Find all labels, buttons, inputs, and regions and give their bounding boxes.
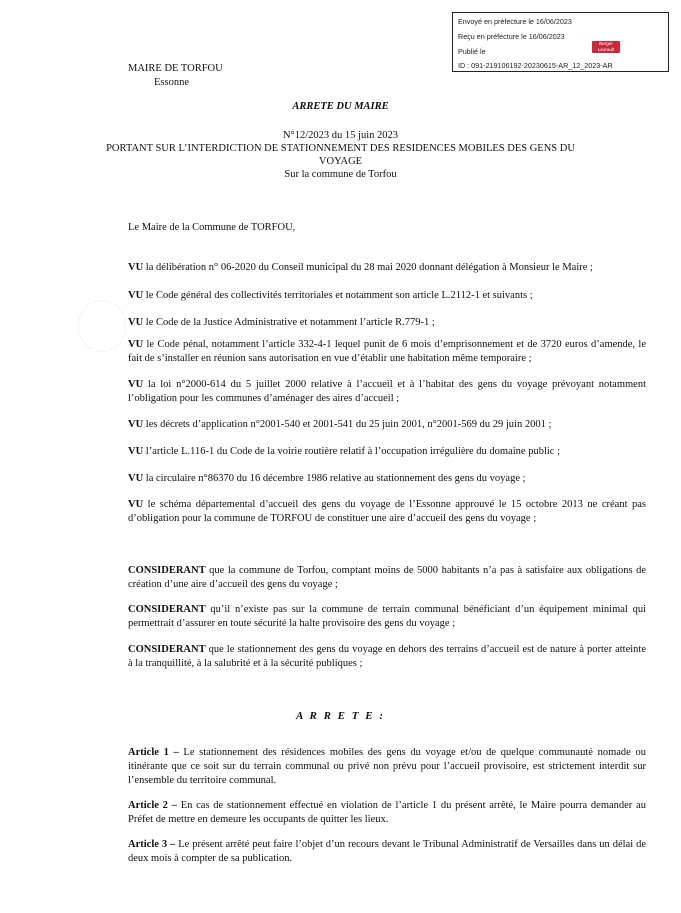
faint-seal-mark xyxy=(78,300,126,352)
subject-line-1: PORTANT SUR L’INTERDICTION DE STATIONNEMENT DES RESIDENCES MOBILES DES GENS DU xyxy=(106,143,575,154)
considerant-paragraph: CONSIDERANT qu’il n’existe pas sur la commune de terrain communal bénéficiant d’un équipement minimal qui permettrait d’assurer en toute sécurité la halte provisoire des gens du voyage ; xyxy=(128,604,646,629)
departement: Essonne xyxy=(154,77,189,88)
vu-paragraph: VU l’article L.116-1 du Code de la voirie routière relatif à l’occupation irrégulière du domaine public ; xyxy=(128,446,560,457)
vu-paragraph: VU les décrets d’application n°2001-540 et 2001-541 du 25 juin 2001, n°2001-569 du 29 juin 2001 ; xyxy=(128,419,552,430)
arrete-number: N°12/2023 du 15 juin 2023 xyxy=(282,130,399,141)
stamp-published: Publié le xyxy=(458,47,486,56)
subject-line-3: Sur la commune de Torfou xyxy=(284,169,397,180)
article-paragraph: Article 2 – En cas de stationnement effectué en violation de l’article 1 du présent arrêté, le Maire pourra demander au Préfet de mettre en demeure les occupants de quitter les lieux. xyxy=(128,800,646,825)
stamp-received: Reçu en préfecture le 16/06/2023 xyxy=(458,32,565,41)
vu-paragraph: VU le Code général des collectivités territoriales et notamment son article L.2112-1 et suivants ; xyxy=(128,290,533,301)
stamp-id: ID : 091-219106192-20230615-AR_12_2023-AR xyxy=(458,61,613,70)
transmission-stamp xyxy=(452,12,669,72)
berger-levrault-logo: Berger Levrault xyxy=(592,41,620,53)
document-title: ARRETE DU MAIRE xyxy=(292,101,389,112)
vu-paragraph: VU le Code de la Justice Administrative et notamment l’article R.779-1 ; xyxy=(128,317,435,328)
vu-paragraph: VU le Code pénal, notamment l’article 332-4-1 lequel punit de 6 mois d’emprisonnement et de 3720 euros d’amende, le fait de s’installer en réunion sans autorisation en vue d’établir une habitation même temporaire ; xyxy=(128,339,646,364)
arrete-heading: A R R E T E : xyxy=(296,710,385,722)
stamp-sent: Envoyé en préfecture le 16/06/2023 xyxy=(458,17,572,26)
subject-line-2: VOYAGE xyxy=(318,156,363,167)
considerant-paragraph: CONSIDERANT que le stationnement des gens du voyage en dehors des terrains d’accueil est de nature à porter atteinte à la tranquillité, à la salubrité et à la sécurité publiques ; xyxy=(128,644,646,669)
mairie-name: MAIRE DE TORFOU xyxy=(128,63,223,74)
vu-paragraph: VU la délibération n° 06-2020 du Conseil municipal du 28 mai 2020 donnant délégation à Monsieur le Maire ; xyxy=(128,262,593,273)
article-paragraph: Article 1 – Le stationnement des résidences mobiles des gens du voyage et/ou de quelque communauté nomade ou itinérante que ce soit sur du terrain communal ou privé non prévu pour l’accueil provisoire, est strictement interdit sur l’ensemble du territoire communal. xyxy=(128,747,646,786)
article-paragraph: Article 3 – Le présent arrêté peut faire l’objet d’un recours devant le Tribunal Administratif de Versailles dans un délai de deux mois à compter de sa publication. xyxy=(128,839,646,864)
vu-paragraph: VU la loi n°2000-614 du 5 juillet 2000 relative à l’accueil et à l’habitat des gens du voyage prévoyant notamment l’obligation pour les communes d’aménager des aires d’accueil ; xyxy=(128,379,646,404)
considerant-paragraph: CONSIDERANT que la commune de Torfou, comptant moins de 5000 habitants n’a pas à satisfaire aux obligations de création d’une aire d’accueil des gens du voyage ; xyxy=(128,565,646,590)
vu-paragraph: VU la circulaire n°86370 du 16 décembre 1986 relative au stationnement des gens du voyage ; xyxy=(128,473,526,484)
vu-paragraph: VU le schéma départemental d’accueil des gens du voyage de l’Essonne approuvé le 15 octobre 2013 ne créant pas d’obligation pour la commune de TORFOU de constituer une aire d’accueil des gens du voyage ; xyxy=(128,499,646,524)
intro: Le Maire de la Commune de TORFOU, xyxy=(128,222,296,233)
